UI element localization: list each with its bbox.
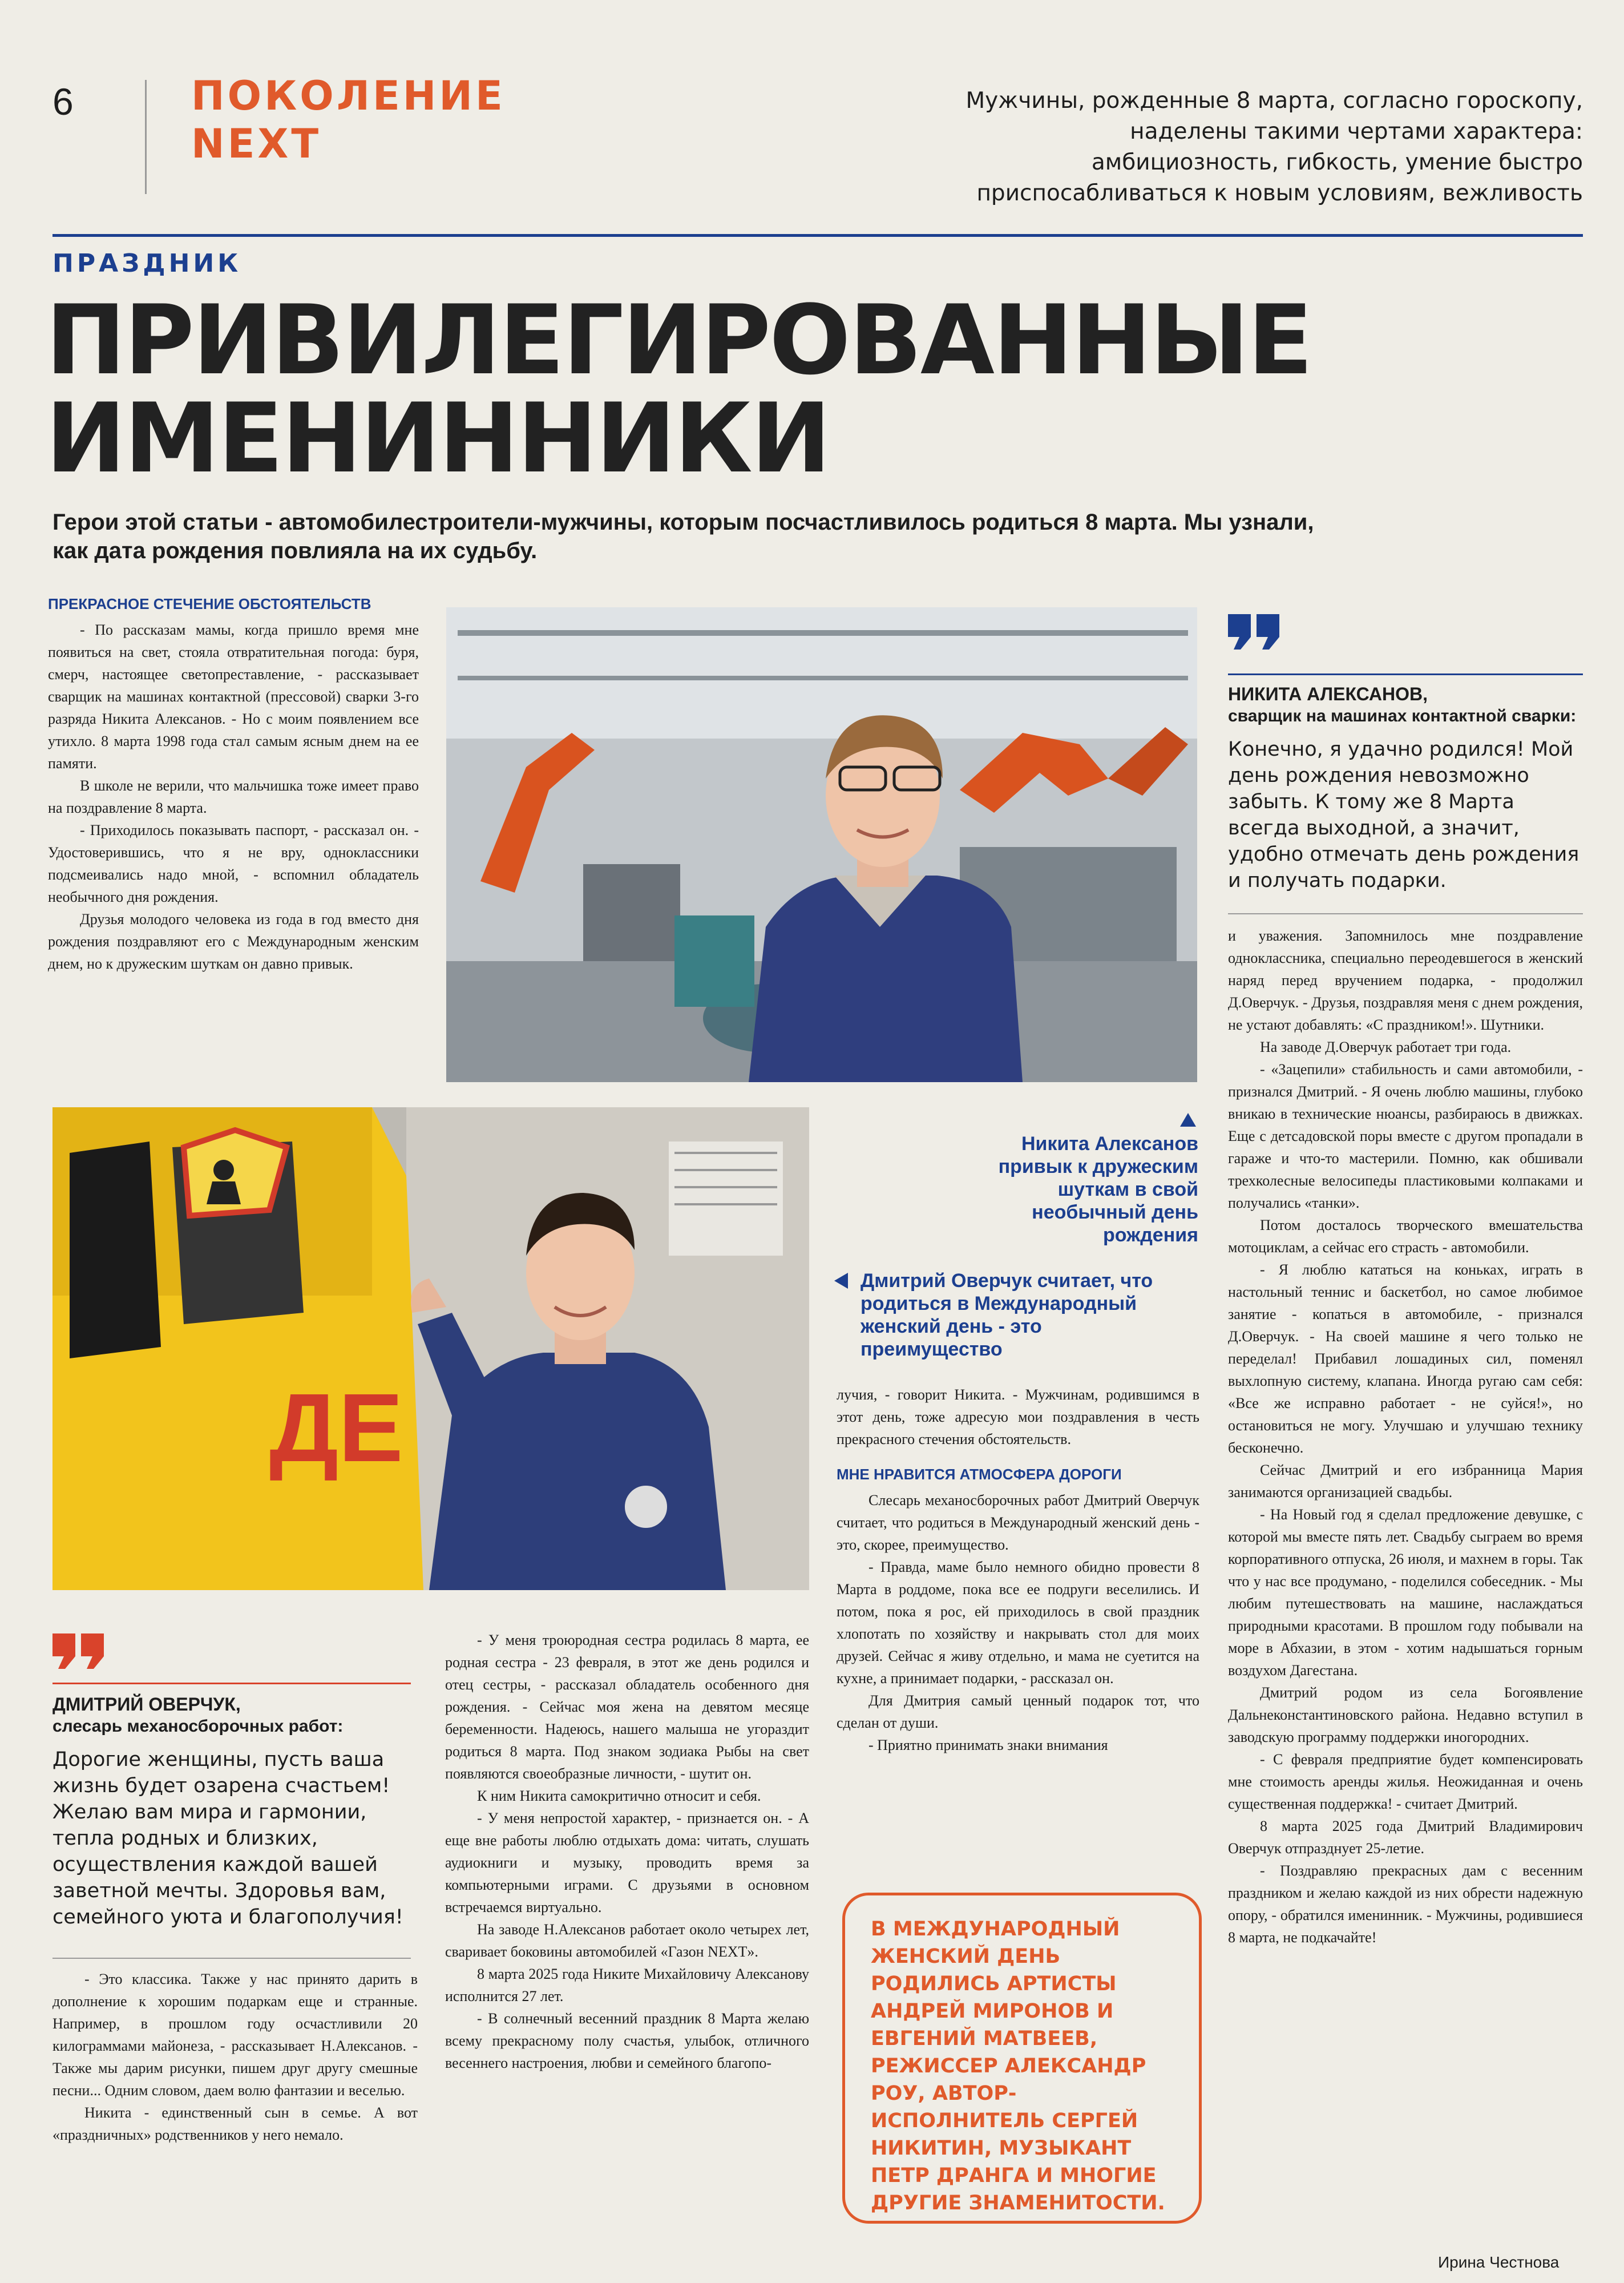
col4-paragraph: - Поздравляю прекрасных дам с весенним праздником и желаю каждой из них обрести надежную опору, - обратился именинник. - Мужчины, родившиеся 8 марта, не подкачайте!	[1228, 1862, 1583, 1946]
column-1-top	[48, 595, 419, 975]
quote-icon	[1228, 614, 1283, 650]
col4-paragraph: 8 марта 2025 года Дмитрий Владимирович Оверчук отпразднует 25-летие.	[1228, 1818, 1583, 1857]
col2-paragraph: На заводе Н.Алексанов работает около четырех лет, сваривает боковины автомобилей «Газон NEXT».	[445, 1921, 809, 1960]
col3-paragraph: Слесарь механосборочных работ Дмитрий Оверчук считает, что родиться в Международный женский день - это, скорее, преимущество.	[837, 1492, 1199, 1553]
col4-paragraph: Потом досталось творческого вмешательства мотоциклам, а сейчас его страсть - автомобили.	[1228, 1217, 1583, 1256]
col1-paragraph: Друзья молодого человека из года в год вместо дня рождения поздравляют его с Международным женским днем, но к дружеским шуткам он давно привык.	[48, 911, 419, 972]
col4-paragraph: - На Новый год я сделал предложение девушке, с которой мы вместе пять лет. Свадьбу сыграем во время корпоративного отпуска, 26 июля, и махнем в горы. Так что у нас все продумано, - поделился собеседник. - Мы любим путешествовать на машине, наслаждаться природными красотами. В прошлом году побывали на море в Абхазии, в этом - хотим надышаться горным воздухом Дагестана.	[1228, 1506, 1583, 1679]
quote-dmitry	[52, 1693, 417, 1930]
subhead-dmitry: МНЕ НРАВИТСЯ АТМОСФЕРА ДОРОГИ	[837, 1466, 1122, 1483]
col1b-paragraph: - Это классика. Также у нас принято дарить в дополнение к хорошим подаркам еще и странные. Например, в прошлом году осчастливили 20 килограммами майонеза, - рассказывает Н.Алексанов. - Также мы дарим рисунки, пишем друг другу смешные песни... Одним словом, даем волю фантазии и веселью.	[52, 1971, 418, 2099]
photo-nikita	[446, 607, 1197, 1082]
quote-nikita-bottom-rule	[1228, 913, 1583, 914]
header-divider	[145, 80, 147, 194]
quote-nikita	[1228, 683, 1583, 894]
column-4	[1228, 925, 1583, 1949]
caption-arrow-left-icon	[834, 1273, 848, 1289]
column-1-bottom	[52, 1968, 418, 2146]
col3-paragraph: лучия, - говорит Никита. - Мужчинам, родившимся в этот день, тоже адресую мои поздравления в честь прекрасного стечения обстоятельств.	[837, 1386, 1199, 1447]
col2-paragraph: - В солнечный весенний праздник 8 Марта желаю всему прекрасному полу счастья, улыбок, отличного весеннего настроения, любви и семейного благопо-	[445, 2010, 809, 2071]
page-number: 6	[52, 80, 74, 123]
quote-dmitry-role: слесарь механосборочных работ:	[52, 1717, 344, 1736]
col1-paragraph: - По рассказам мамы, когда пришло время мне появиться на свет, стояла отвратительная погода: буря, смерч, настоящее светопреставление, - рассказывает сварщик на машинах контактной (прессовой) сварки 3-го разряда Никита Алексанов. - Но с моим появлением все утихло. 8 марта 1998 года стал самым ясным днем на ее памяти.	[48, 622, 419, 772]
article-title-line2: ИМЕНИННИКИ	[46, 382, 830, 494]
col4-paragraph: - С февраля предприятие будет компенсировать мне стоимость аренды жилья. Неожиданная и очень существенная поддержка! - считает Дмитрий.	[1228, 1751, 1583, 1812]
quote-dmitry-bottom-rule	[52, 1958, 411, 1959]
photo-dmitry	[52, 1107, 809, 1590]
col4-paragraph: Дмитрий родом из села Богоявление Дальнеконстантиновского района. Недавно вступил в заводскую программу поддержки иногородних.	[1228, 1684, 1583, 1745]
section-title-line1: ПОКОЛЕНИЕ	[191, 72, 506, 119]
quote-dmitry-text: Дорогие женщины, пусть ваша жизнь будет озарена счастьем! Желаю вам мира и гармонии, тепла родных и близких, осуществления каждой вашей заветной мечты. Здоровья вам, семейного уюта и благополучия!	[52, 1748, 403, 1929]
section-title-line2: NEXT	[191, 120, 322, 167]
col1-paragraph: - Приходилось показывать паспорт, - рассказал он. - Удостоверившись, что я не вру, одноклассники подсмеивались надо мной, - вспомнил обладатель необычного дня рождения.	[48, 822, 419, 905]
article-title	[46, 284, 1311, 494]
col1b-paragraph: Никита - единственный сын в семье. А вот «праздничных» родственников у него немало.	[52, 2104, 418, 2143]
article-lead: Герои этой статьи - автомобилестроители-мужчины, которым посчастливилось родиться 8 марта. Мы узнали, как дата рождения повлияла на их судьбу.	[52, 510, 1314, 563]
column-3-top	[837, 1383, 1199, 1756]
caption-arrow-up-icon	[1180, 1113, 1196, 1127]
quote-nikita-name: НИКИТА АЛЕКСАНОВ,	[1228, 684, 1428, 704]
col3-paragraph: Для Дмитрия самый ценный подарок тот, что сделан от души.	[837, 1692, 1199, 1731]
quote-nikita-rule	[1228, 673, 1583, 675]
header-rule	[52, 234, 1583, 237]
author: Ирина Честнова	[1438, 2253, 1560, 2271]
col4-paragraph: Сейчас Дмитрий и его избранница Мария занимаются организацией свадьбы.	[1228, 1462, 1583, 1501]
col2-paragraph: 8 марта 2025 года Никите Михайловичу Алексанову исполнится 27 лет.	[445, 1966, 809, 2004]
rubric: ПРАЗДНИК	[52, 249, 242, 278]
col2-paragraph: К ним Никита самокритично относит и себя.	[477, 1788, 761, 1804]
col3-paragraph: - Правда, маме было немного обидно провести 8 Марта в роддоме, пока все ее подруги веселились. И потом, пока я рос, ей приходилось в свой праздник хлопотать по хозяйству и накрывать стол для моих друзей. Сейчас я живу отдельно, и мама не суетится на кухне, а принимает подарки, - рассказал он.	[837, 1559, 1199, 1687]
quote-nikita-text: Конечно, я удачно родился! Мой день рождения невозможно забыть. К тому же 8 Марта всегда выходной, а значит, удобно отмечать день рождения и получать подарки.	[1228, 738, 1579, 892]
header-fact: Мужчины, рожденные 8 марта, согласно гороскопу, наделены такими чертами характера: амбициозность, гибкость, умение быстро приспосабливаться к новым условиям, вежливость	[965, 88, 1583, 206]
van-sign-text: ДЕ	[269, 1374, 403, 1482]
section-title	[191, 72, 506, 168]
subhead-nikita: ПРЕКРАСНОЕ СТЕЧЕНИЕ ОБСТОЯТЕЛЬСТВ	[48, 595, 371, 612]
quote-nikita-role: сварщик на машинах контактной сварки:	[1228, 707, 1577, 725]
col4-paragraph: - Я люблю кататься на коньках, играть в настольный теннис и баскетбол, но самое любимое занятие - копаться в автомобиле, - признался Д.Оверчук. - На своей машине я чего только не переделал! Прибавил лошадиных сил, поменял выхлопную систему, клапана. Иногда ругаю сам себя: «Все же исправно работает - не суйся!», но остановиться не могу. Улучшаю и улучшаю технику бесконечно.	[1228, 1261, 1583, 1456]
quote-dmitry-name: ДМИТРИЙ ОВЕРЧУК,	[52, 1694, 241, 1715]
photo-dmitry-illustration	[52, 1107, 809, 1590]
quote-dmitry-rule	[52, 1683, 411, 1684]
column-2-bottom	[445, 1629, 809, 2074]
caption-dmitry: Дмитрий Оверчук считает, что родиться в Международный женский день - это преимущество	[861, 1270, 1153, 1360]
col2-paragraph: - У меня троюродная сестра родилась 8 марта, ее родная сестра - 23 февраля, в этот же день родился и отец сестры, - рассказал обладатель особенного дня рождения. - Сейчас моя жена на девятом месяце беременности. Надеюсь, нашего малыша не угораздит родиться 8 марта. Под знаком зодиака Рыбы на свет появляются своеобразные личности, - шутит он.	[445, 1632, 809, 1782]
col4-paragraph: - «Зацепили» стабильность и сами автомобили, - признался Дмитрий. - Я очень люблю машины, глубоко вникаю в технические нюансы, разбираюсь в движках. Еще с детсадовской поры вместе с другом пропадали в гараже и что-то мастерили. Помню, как обшивали трехколесные велосипеды пластиковыми колпаками и получались «танки».	[1228, 1061, 1583, 1211]
col2-paragraph: - У меня непростой характер, - признается он. - А еще вне работы люблю отдыхать дома: читать, слушать аудиокниги и музыку, проводить время за компьютерными играми. С друзьями в основном встречаемся виртуально.	[445, 1810, 809, 1915]
photo-nikita-illustration	[446, 607, 1197, 1082]
col3-paragraph: - Приятно принимать знаки внимания	[868, 1737, 1108, 1753]
article-title-line1: ПРИВИЛЕГИРОВАННЫЕ	[46, 284, 1311, 396]
quote-icon	[52, 1633, 107, 1669]
fact-box-text: В МЕЖДУНАРОДНЫЙ ЖЕНСКИЙ ДЕНЬ РОДИЛИСЬ АРТИСТЫ АНДРЕЙ МИРОНОВ И ЕВГЕНИЙ МАТВЕЕВ, РЕЖИССЕР АЛЕКСАНДР РОУ, АВТОР-ИСПОЛНИТЕЛЬ СЕРГЕЙ НИКИТИН, МУЗЫКАНТ ПЕТР ДРАНГА И МНОГИЕ ДРУГИЕ ЗНАМЕНИТОСТИ.	[871, 1918, 1165, 2215]
col1-paragraph: В школе не верили, что мальчишка тоже имеет право на поздравление 8 марта.	[48, 777, 419, 816]
col4-paragraph: На заводе Д.Оверчук работает три года.	[1260, 1039, 1512, 1055]
col4-paragraph: и уважения. Запомнилось мне поздравление одноклассника, специально переодевшегося в женский наряд перед вручением подарка, - продолжил Д.Оверчук. - Друзья, поздравляя меня с днем рождения, не устают добавлять: «С праздником!». Шутники.	[1228, 927, 1583, 1033]
caption-nikita: Никита Алексанов привык к дружеским шуткам в свой необычный день рождения	[998, 1133, 1198, 1246]
